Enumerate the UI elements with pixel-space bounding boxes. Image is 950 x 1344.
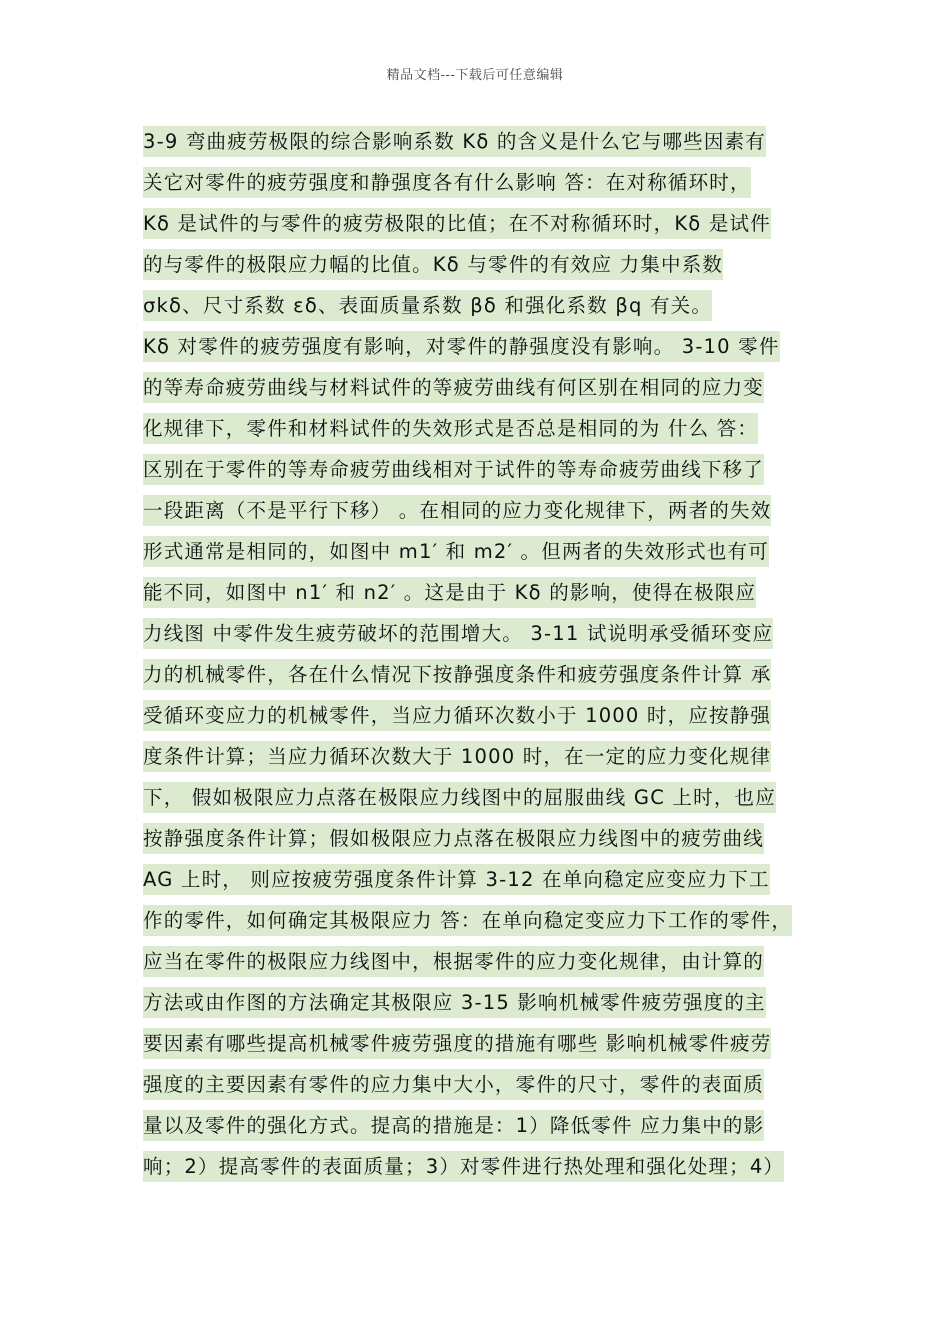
- highlighted-text: 下， 假如极限应力点落在极限应力线图中的屈服曲线 GC 上时，也应: [143, 782, 776, 813]
- text-line: [143, 203, 833, 244]
- text-line: [143, 982, 833, 1023]
- text-line: [143, 326, 833, 367]
- text-line: [143, 695, 833, 736]
- highlighted-text: 力线图 中零件发生疲劳破坏的范围增大。 3-11 试说明承受循环变应: [143, 618, 773, 649]
- page-header: 精品文档---下载后可任意编辑: [386, 68, 564, 83]
- text-line: [143, 818, 833, 859]
- text-line: [143, 613, 833, 654]
- highlighted-text: σkδ、尺寸系数 εδ、表面质量系数 βδ 和强化系数 βq 有关。: [143, 290, 712, 321]
- text-line: [143, 244, 833, 285]
- text-line: [143, 121, 833, 162]
- highlighted-text: 按静强度条件计算；假如极限应力点落在极限应力线图中的疲劳曲线: [143, 823, 764, 854]
- text-line: [143, 736, 833, 777]
- text-line: [143, 408, 833, 449]
- text-line: [143, 900, 833, 941]
- text-line: [143, 449, 833, 490]
- text-line: [143, 285, 833, 326]
- highlighted-text: AG 上时， 则应按疲劳强度条件计算 3-12 在单向稳定应变应力下工: [143, 864, 770, 895]
- highlighted-text: 的等寿命疲劳曲线与材料试件的等疲劳曲线有何区别在相同的应力变: [143, 372, 764, 403]
- document-body: [143, 121, 833, 1187]
- highlighted-text: 形式通常是相同的，如图中 m1′ 和 m2′ 。但两者的失效形式也有可: [143, 536, 769, 567]
- text-line: [143, 1023, 833, 1064]
- highlighted-text: 化规律下，零件和材料试件的失效形式是否总是相同的为 什么 答：: [143, 413, 758, 444]
- highlighted-text: 方法或由作图的方法确定其极限应 3-15 影响机械零件疲劳强度的主: [143, 987, 766, 1018]
- text-line: [143, 859, 833, 900]
- text-line: [143, 654, 833, 695]
- highlighted-text: 关它对零件的疲劳强度和静强度各有什么影响 答：在对称循环时，: [143, 167, 751, 198]
- highlighted-text: 能不同，如图中 n1′ 和 n2′ 。这是由于 Kδ 的影响，使得在极限应: [143, 577, 756, 608]
- highlighted-text: Kδ 对零件的疲劳强度有影响，对零件的静强度没有影响。 3-10 零件: [143, 331, 780, 362]
- text-line: [143, 1105, 833, 1146]
- highlighted-text: 受循环变应力的机械零件，当应力循环次数小于 1000 时，应按静强: [143, 700, 771, 731]
- highlighted-text: 强度的主要因素有零件的应力集中大小，零件的尺寸，零件的表面质: [143, 1069, 764, 1100]
- text-line: [143, 162, 833, 203]
- highlighted-text: 的与零件的极限应力幅的比值。Kδ 与零件的有效应 力集中系数: [143, 249, 723, 280]
- highlighted-text: 量以及零件的强化方式。提高的措施是：1）降低零件 应力集中的影: [143, 1110, 764, 1141]
- text-line: [143, 1064, 833, 1105]
- highlighted-text: 力的机械零件，各在什么情况下按静强度条件和疲劳强度条件计算 承: [143, 659, 771, 690]
- text-line: [143, 572, 833, 613]
- highlighted-text: 区别在于零件的等寿命疲劳曲线相对于试件的等寿命疲劳曲线下移了: [143, 454, 764, 485]
- highlighted-text: 要因素有哪些提高机械零件疲劳强度的措施有哪些 影响机械零件疲劳: [143, 1028, 771, 1059]
- highlighted-text: 响；2）提高零件的表面质量；3）对零件进行热处理和强化处理；4）: [143, 1151, 784, 1182]
- text-line: [143, 777, 833, 818]
- highlighted-text: 应当在零件的极限应力线图中，根据零件的应力变化规律，由计算的: [143, 946, 764, 977]
- highlighted-text: 3-9 弯曲疲劳极限的综合影响系数 Kδ 的含义是什么它与哪些因素有: [143, 126, 766, 157]
- text-line: [143, 367, 833, 408]
- highlighted-text: 度条件计算；当应力循环次数大于 1000 时，在一定的应力变化规律: [143, 741, 771, 772]
- text-line: [143, 490, 833, 531]
- text-line: [143, 531, 833, 572]
- highlighted-text: 作的零件，如何确定其极限应力 答：在单向稳定变应力下工作的零件，: [143, 905, 792, 936]
- text-line: [143, 941, 833, 982]
- text-line: [143, 1146, 833, 1187]
- highlighted-text: Kδ 是试件的与零件的疲劳极限的比值；在不对称循环时，Kδ 是试件: [143, 208, 771, 239]
- highlighted-text: 一段距离（不是平行下移） 。在相同的应力变化规律下，两者的失效: [143, 495, 771, 526]
